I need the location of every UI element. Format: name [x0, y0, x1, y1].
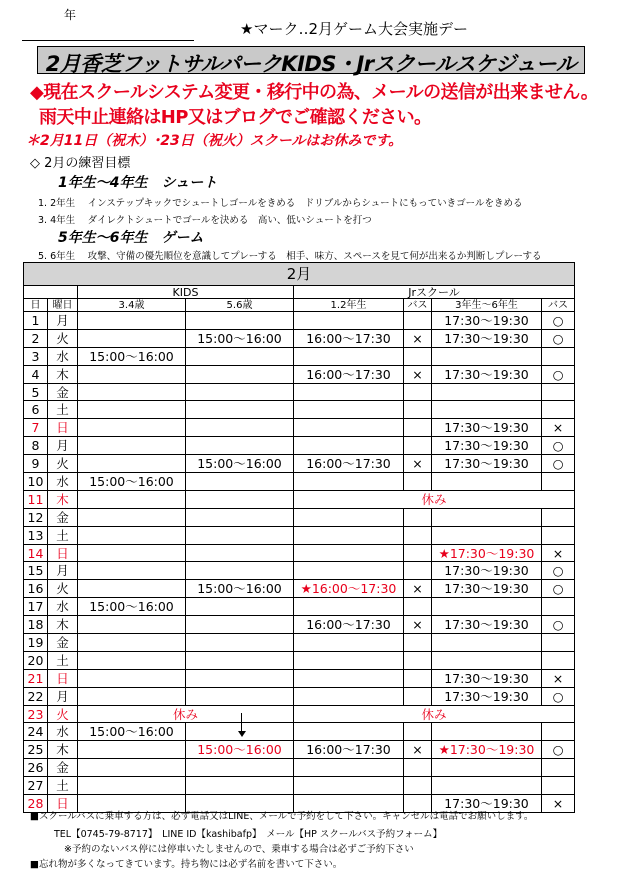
- bus2-cell: [542, 383, 575, 401]
- day-cell: 13: [24, 526, 48, 544]
- jr12-cell: [294, 651, 404, 669]
- weekday-cell: 金: [48, 508, 78, 526]
- table-row: [24, 383, 575, 401]
- weekday-cell: 火: [48, 329, 78, 347]
- bus1-cell: [404, 777, 432, 795]
- year-label: 年: [64, 8, 77, 22]
- kids34-cell: 15:00～16:00: [78, 598, 186, 616]
- weekday-cell: 日: [48, 795, 78, 813]
- day-cell: 1: [24, 312, 48, 330]
- table-row: [24, 687, 575, 705]
- day-cell: 17: [24, 598, 48, 616]
- table-row: [24, 759, 575, 777]
- kids34-cell: [78, 329, 186, 347]
- bus1-cell: [404, 419, 432, 437]
- kids34-cell: [78, 508, 186, 526]
- goals-group1-title: 1年生～4年生 シュート: [58, 175, 218, 191]
- footer-bus-note: ■スクールバスに乗車する方は、必ず電話又はLINE、メールで予約をして下さい。キャンセルは電話でお願いします。: [30, 811, 534, 822]
- day-cell: 2: [24, 329, 48, 347]
- day-cell: 11: [24, 490, 48, 508]
- kids56-cell: [186, 347, 294, 365]
- bus1-cell: [404, 759, 432, 777]
- jr12-cell: [294, 562, 404, 580]
- day-cell: 16: [24, 580, 48, 598]
- col-jr36-header: 3年生～6年生: [432, 299, 542, 312]
- bus1-cell: ×: [404, 616, 432, 634]
- table-row: [24, 508, 575, 526]
- col-kids34-header: 3.4歳: [78, 299, 186, 312]
- bus1-cell: [404, 687, 432, 705]
- bus2-cell: [542, 347, 575, 365]
- table-row: [24, 544, 575, 562]
- month-header: 2月: [24, 263, 575, 286]
- col-bus1-header: バス: [404, 299, 432, 312]
- bus1-cell: [404, 544, 432, 562]
- kids34-cell: [78, 312, 186, 330]
- kids56-cell: 15:00～16:00: [186, 580, 294, 598]
- bus2-cell: ○: [542, 562, 575, 580]
- moved-arrow-line: [241, 713, 242, 733]
- table-row: [24, 312, 575, 330]
- bus1-cell: ×: [404, 365, 432, 383]
- jr36-cell: 17:30～19:30: [432, 329, 542, 347]
- jr36-cell: 17:30～19:30: [432, 365, 542, 383]
- kids34-cell: [78, 759, 186, 777]
- jr12-cell: 16:00～17:30: [294, 455, 404, 473]
- jr12-cell: [294, 723, 404, 741]
- weekday-cell: 土: [48, 651, 78, 669]
- kids34-cell: [78, 401, 186, 419]
- jr36-cell: [432, 526, 542, 544]
- jr12-cell: [294, 508, 404, 526]
- moved-arrow-icon: [238, 731, 246, 737]
- table-row: [24, 437, 575, 455]
- bus2-cell: ○: [542, 312, 575, 330]
- jr12-cell: [294, 669, 404, 687]
- goals-heading: ◇ 2月の練習目標: [30, 156, 131, 171]
- goals-line-grade34: 3. 4年生 ダイレクトシュートでゴールを決める 高い、低いシュートを打つ: [38, 215, 372, 226]
- day-cell: 24: [24, 723, 48, 741]
- footer-lost-items: ■忘れ物が多くなってきています。持ち物には必ず名前を書いて下さい。: [30, 859, 343, 870]
- jr12-cell: 16:00～17:30: [294, 329, 404, 347]
- weekday-cell: 火: [48, 455, 78, 473]
- kids56-cell: [186, 777, 294, 795]
- schedule-table: [23, 262, 575, 813]
- year-underline: [22, 40, 194, 41]
- jr36-cell: [432, 473, 542, 491]
- system-change-notice: ◆現在スクールシステム変更・移行中の為、メールの送信が出来ません。: [30, 82, 599, 103]
- bus2-cell: [542, 651, 575, 669]
- bus1-cell: [404, 437, 432, 455]
- game-day-note: ★マーク‥2月ゲーム大会実施デー: [240, 20, 469, 38]
- kids56-cell: [186, 526, 294, 544]
- kids34-cell: [78, 419, 186, 437]
- jr36-cell: 17:30～19:30: [432, 562, 542, 580]
- jr12-cell: [294, 526, 404, 544]
- table-row: [24, 562, 575, 580]
- weekday-cell: 火: [48, 705, 78, 723]
- kids-rest-cell: 休み: [78, 705, 294, 723]
- bus2-cell: [542, 634, 575, 652]
- bus2-cell: [542, 723, 575, 741]
- jr12-cell: [294, 777, 404, 795]
- kids56-cell: 15:00～16:00: [186, 455, 294, 473]
- table-row: [24, 455, 575, 473]
- weekday-cell: 金: [48, 634, 78, 652]
- table-row: [24, 651, 575, 669]
- table-row: [24, 490, 575, 508]
- jr12-cell: [294, 544, 404, 562]
- bus2-cell: [542, 508, 575, 526]
- day-cell: 26: [24, 759, 48, 777]
- bus1-cell: ×: [404, 741, 432, 759]
- bus1-cell: [404, 723, 432, 741]
- weekday-cell: 日: [48, 669, 78, 687]
- kids34-cell: [78, 437, 186, 455]
- jr36-cell: [432, 777, 542, 795]
- jr36-cell: [432, 723, 542, 741]
- kids56-cell: [186, 544, 294, 562]
- jr36-cell: 17:30～19:30: [432, 419, 542, 437]
- footer-contact: TEL【0745-79-8717】 LINE ID【kashibafp】 メール【HP スクールバス予約フォーム】: [54, 829, 443, 840]
- table-row: [24, 329, 575, 347]
- kids34-cell: [78, 669, 186, 687]
- kids56-cell: [186, 759, 294, 777]
- bus1-cell: [404, 669, 432, 687]
- bus2-cell: ○: [542, 365, 575, 383]
- jr36-cell: [432, 401, 542, 419]
- table-row: [24, 669, 575, 687]
- jr36-cell: 17:30～19:30: [432, 669, 542, 687]
- weekday-cell: 月: [48, 312, 78, 330]
- bus2-cell: [542, 598, 575, 616]
- jr36-cell: 17:30～19:30: [432, 580, 542, 598]
- holiday-notice: ＊2月11日（祝木）･23日（祝火）スクールはお休みです。: [26, 133, 403, 149]
- day-cell: 20: [24, 651, 48, 669]
- jr36-cell: ★17:30～19:30: [432, 741, 542, 759]
- footer-bus-warning: ※予約のないバス停には停車いたしませんので、乗車する場合は必ずご予約下さい: [64, 844, 414, 855]
- jr36-cell: 17:30～19:30: [432, 616, 542, 634]
- bus2-cell: ×: [542, 419, 575, 437]
- kids34-cell: 15:00～16:00: [78, 723, 186, 741]
- jr36-cell: [432, 759, 542, 777]
- table-row: [24, 365, 575, 383]
- kids34-cell: [78, 777, 186, 795]
- goals-group2-title: 5年生～6年生 ゲーム: [58, 230, 204, 246]
- bus2-cell: ○: [542, 455, 575, 473]
- table-row: [24, 419, 575, 437]
- weekday-cell: 月: [48, 562, 78, 580]
- kids56-cell: 15:00～16:00: [186, 741, 294, 759]
- goals-line-grade12: 1. 2年生 インステップキックでシュートしゴールをきめる ドリブルからシュートにもっていきゴールをきめる: [38, 198, 523, 209]
- table-row: [24, 473, 575, 491]
- day-cell: 18: [24, 616, 48, 634]
- weekday-cell: 土: [48, 526, 78, 544]
- jr12-cell: [294, 687, 404, 705]
- weekday-cell: 日: [48, 419, 78, 437]
- jr12-cell: [294, 598, 404, 616]
- table-row: [24, 616, 575, 634]
- weekday-cell: 金: [48, 759, 78, 777]
- jr36-cell: [432, 651, 542, 669]
- day-cell: 7: [24, 419, 48, 437]
- goals-line-grade56: 5. 6年生 攻撃、守備の優先順位を意識してプレーする 相手、味方、スペースを見て何が出来るか判断しプレーする: [38, 251, 542, 262]
- bus2-cell: ○: [542, 741, 575, 759]
- day-cell: 5: [24, 383, 48, 401]
- bus2-cell: ○: [542, 437, 575, 455]
- bus2-cell: [542, 759, 575, 777]
- jr-rest-cell: 休み: [294, 705, 575, 723]
- kids34-cell: [78, 651, 186, 669]
- kids56-cell: [186, 616, 294, 634]
- day-cell: 22: [24, 687, 48, 705]
- kids56-cell: [186, 365, 294, 383]
- jr12-cell: 16:00～17:30: [294, 616, 404, 634]
- kids56-cell: [186, 669, 294, 687]
- day-cell: 19: [24, 634, 48, 652]
- col-kids56-header: 5.6歳: [186, 299, 294, 312]
- bus1-cell: [404, 526, 432, 544]
- bus1-cell: [404, 401, 432, 419]
- table-row: [24, 580, 575, 598]
- weekday-cell: 水: [48, 598, 78, 616]
- table-row: [24, 723, 575, 741]
- bus2-cell: ×: [542, 544, 575, 562]
- weekday-cell: 金: [48, 383, 78, 401]
- day-cell: 3: [24, 347, 48, 365]
- bus1-cell: [404, 651, 432, 669]
- kids-header: KIDS: [78, 286, 294, 299]
- kids34-cell: [78, 383, 186, 401]
- jr36-cell: ★17:30～19:30: [432, 544, 542, 562]
- col-jr12-header: 1.2年生: [294, 299, 404, 312]
- jr12-cell: [294, 401, 404, 419]
- jr12-cell: 16:00～17:30: [294, 741, 404, 759]
- table-row: [24, 705, 575, 723]
- weekday-cell: 土: [48, 401, 78, 419]
- jr12-cell: 16:00～17:30: [294, 365, 404, 383]
- kids34-cell: [78, 741, 186, 759]
- kids56-cell: [186, 473, 294, 491]
- kids34-cell: [78, 562, 186, 580]
- bus1-cell: [404, 383, 432, 401]
- jr36-cell: [432, 383, 542, 401]
- jr12-cell: [294, 347, 404, 365]
- day-cell: 6: [24, 401, 48, 419]
- weekday-cell: 水: [48, 473, 78, 491]
- bus1-cell: [404, 562, 432, 580]
- kids56-cell: [186, 651, 294, 669]
- jr36-cell: 17:30～19:30: [432, 795, 542, 813]
- day-cell: 21: [24, 669, 48, 687]
- bus1-cell: [404, 473, 432, 491]
- jr12-cell: [294, 383, 404, 401]
- day-cell: 23: [24, 705, 48, 723]
- jr12-cell: ★16:00～17:30: [294, 580, 404, 598]
- table-row: [24, 777, 575, 795]
- kids34-cell: [78, 687, 186, 705]
- kids34-cell: [78, 634, 186, 652]
- jr36-cell: [432, 347, 542, 365]
- weekday-cell: 水: [48, 723, 78, 741]
- jr36-cell: [432, 508, 542, 526]
- weekday-cell: 木: [48, 365, 78, 383]
- jr12-cell: [294, 759, 404, 777]
- day-cell: 10: [24, 473, 48, 491]
- table-row: [24, 741, 575, 759]
- jr36-cell: [432, 598, 542, 616]
- bus1-cell: ×: [404, 329, 432, 347]
- day-cell: 28: [24, 795, 48, 813]
- col-weekday-header: 曜日: [48, 299, 78, 312]
- day-cell: 25: [24, 741, 48, 759]
- jr36-cell: [432, 634, 542, 652]
- bus1-cell: [404, 634, 432, 652]
- bus2-cell: ○: [542, 329, 575, 347]
- jr12-cell: [294, 419, 404, 437]
- weekday-cell: 木: [48, 616, 78, 634]
- jr36-cell: 17:30～19:30: [432, 437, 542, 455]
- kids56-cell: [186, 508, 294, 526]
- bus1-cell: [404, 347, 432, 365]
- weekday-cell: 木: [48, 741, 78, 759]
- day-cell: 4: [24, 365, 48, 383]
- weekday-cell: 月: [48, 687, 78, 705]
- kids34-cell: [78, 490, 186, 508]
- kids56-cell: [186, 383, 294, 401]
- bus2-cell: ×: [542, 669, 575, 687]
- bus2-cell: ○: [542, 580, 575, 598]
- kids34-cell: [78, 616, 186, 634]
- jr12-cell: [294, 473, 404, 491]
- jr36-cell: 17:30～19:30: [432, 455, 542, 473]
- kids34-cell: [78, 526, 186, 544]
- day-cell: 12: [24, 508, 48, 526]
- kids34-cell: [78, 544, 186, 562]
- bus2-cell: ×: [542, 795, 575, 813]
- weekday-cell: 月: [48, 437, 78, 455]
- jr12-cell: [294, 312, 404, 330]
- kids56-cell: [186, 419, 294, 437]
- kids34-cell: [78, 365, 186, 383]
- bus2-cell: ○: [542, 616, 575, 634]
- jr36-cell: 17:30～19:30: [432, 312, 542, 330]
- kids34-cell: 15:00～16:00: [78, 473, 186, 491]
- kids56-cell: [186, 490, 294, 508]
- jr12-cell: [294, 634, 404, 652]
- kids56-cell: [186, 598, 294, 616]
- day-cell: 8: [24, 437, 48, 455]
- bus2-cell: ○: [542, 687, 575, 705]
- kids56-cell: [186, 401, 294, 419]
- jr36-cell: 17:30～19:30: [432, 687, 542, 705]
- header-blank: [24, 286, 78, 299]
- bus2-cell: [542, 526, 575, 544]
- col-day-header: 日: [24, 299, 48, 312]
- kids56-cell: [186, 562, 294, 580]
- table-row: [24, 526, 575, 544]
- day-cell: 14: [24, 544, 48, 562]
- day-cell: 9: [24, 455, 48, 473]
- kids34-cell: [78, 455, 186, 473]
- jr-header: Jrスクール: [294, 286, 575, 299]
- jr12-cell: [294, 437, 404, 455]
- table-row: [24, 401, 575, 419]
- table-row: [24, 634, 575, 652]
- kids56-cell: [186, 437, 294, 455]
- bus2-cell: [542, 777, 575, 795]
- bus2-cell: [542, 473, 575, 491]
- bus1-cell: [404, 598, 432, 616]
- day-cell: 15: [24, 562, 48, 580]
- bus2-cell: [542, 401, 575, 419]
- bus1-cell: [404, 508, 432, 526]
- weekday-cell: 火: [48, 580, 78, 598]
- col-bus2-header: バス: [542, 299, 575, 312]
- kids56-cell: [186, 634, 294, 652]
- jr-rest-cell: 休み: [294, 490, 575, 508]
- bus1-cell: [404, 312, 432, 330]
- kids56-cell: [186, 312, 294, 330]
- kids56-cell: [186, 687, 294, 705]
- bus1-cell: ×: [404, 455, 432, 473]
- weekday-cell: 土: [48, 777, 78, 795]
- kids34-cell: 15:00～16:00: [78, 347, 186, 365]
- table-row: [24, 598, 575, 616]
- kids56-cell: 15:00～16:00: [186, 329, 294, 347]
- table-row: [24, 347, 575, 365]
- weekday-cell: 木: [48, 490, 78, 508]
- rain-cancel-notice: 雨天中止連絡はHP又はブログでご確認ください。: [39, 107, 432, 128]
- kids34-cell: [78, 580, 186, 598]
- day-cell: 27: [24, 777, 48, 795]
- weekday-cell: 日: [48, 544, 78, 562]
- bus1-cell: ×: [404, 580, 432, 598]
- page-title: 2月香芝フットサルパークKIDS・Jrスクールスケジュール: [45, 52, 577, 76]
- weekday-cell: 水: [48, 347, 78, 365]
